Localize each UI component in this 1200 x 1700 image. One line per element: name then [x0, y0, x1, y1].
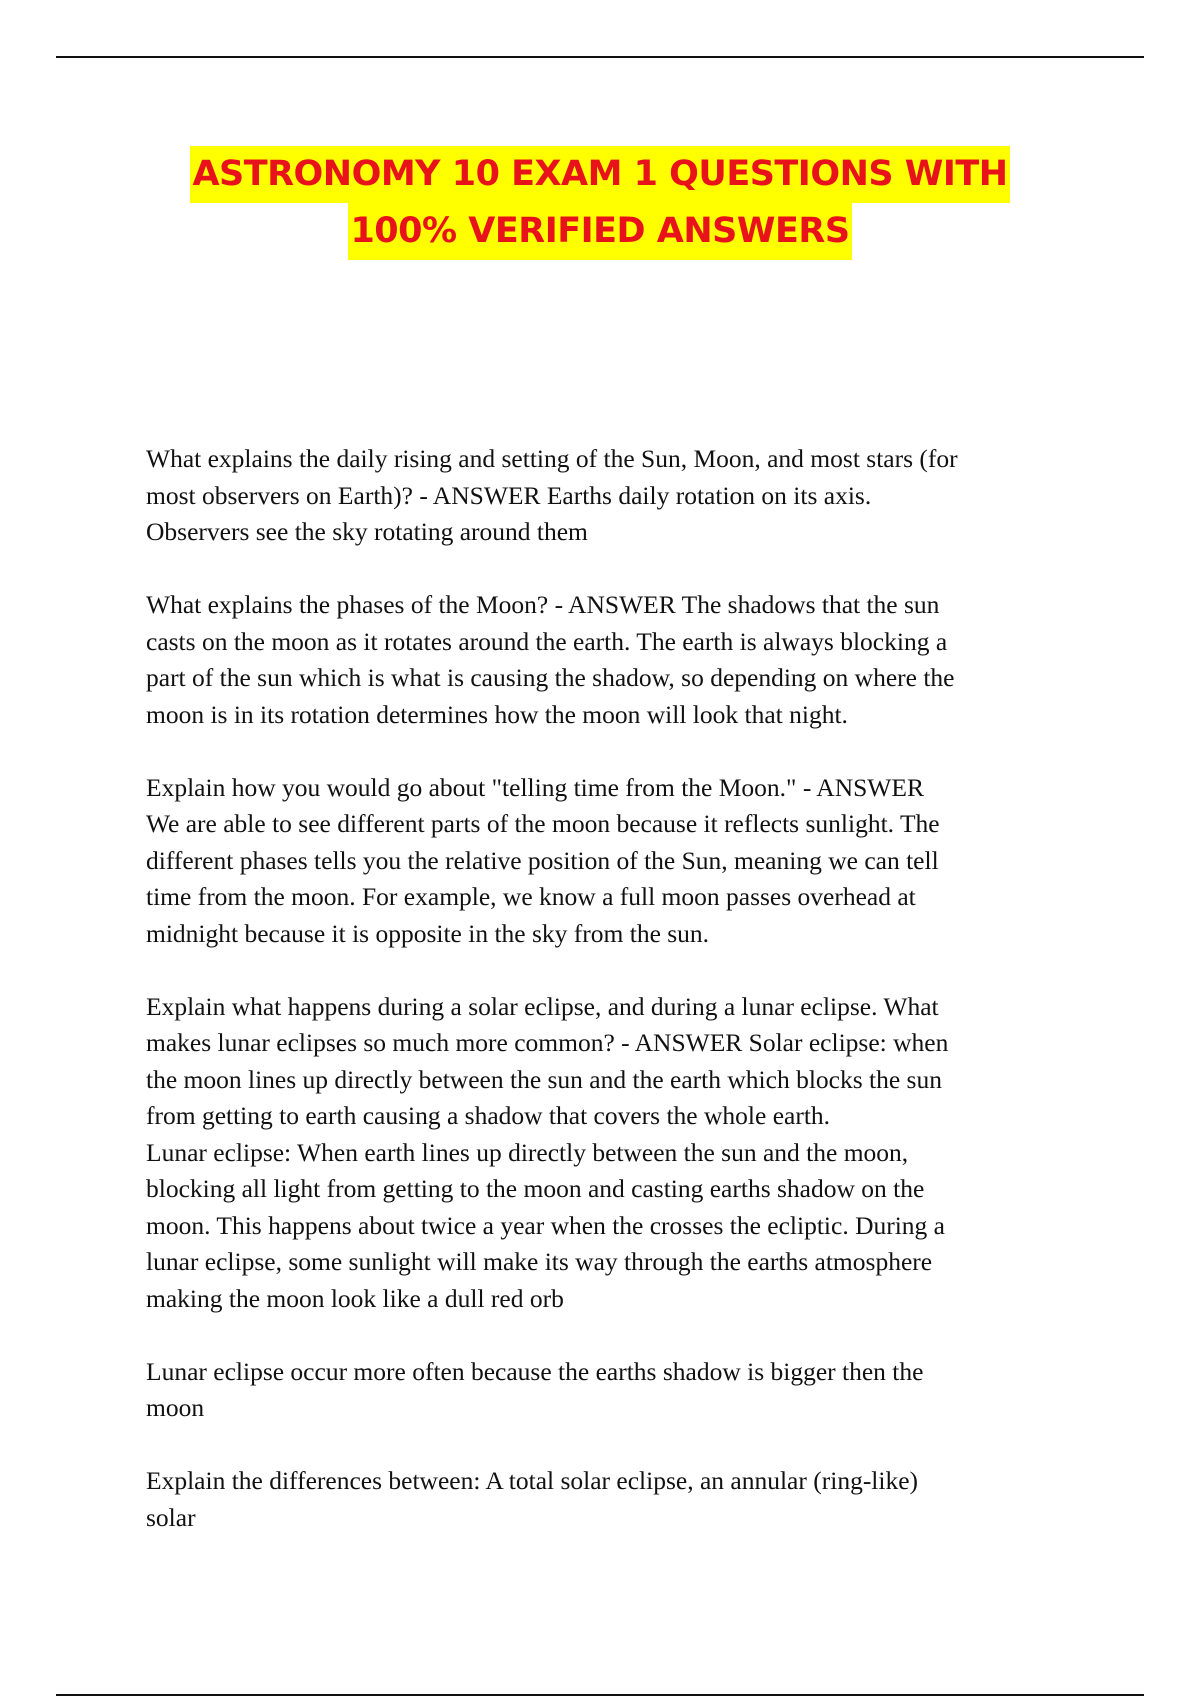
text-line: Lunar eclipse occur more often because the earths shadow is bigger then the	[146, 1356, 924, 1386]
qa-entry-4	[146, 989, 1066, 1318]
text-line: solar	[146, 1502, 196, 1532]
title-line-2: 100% VERIFIED ANSWERS	[348, 203, 851, 260]
text-line: midnight because it is opposite in the sky from the sun.	[146, 918, 710, 948]
text-line: time from the moon. For example, we know a full moon passes overhead at	[146, 882, 916, 911]
text-line: Explain how you would go about "telling time from the Moon." - ANSWER	[146, 772, 924, 802]
text-line: the moon lines up directly between the sun and the earth which blocks the sun	[146, 1064, 942, 1094]
text-line: moon. This happens about twice a year when the crosses the ecliptic. During a	[146, 1210, 946, 1240]
text-line: What explains the daily rising and setting of the Sun, Moon, and most stars (for	[146, 444, 958, 473]
text-line: making the moon look like a dull red orb	[146, 1283, 564, 1313]
qa-list	[146, 441, 1066, 1573]
text-line: different phases tells you the relative position of the Sun, meaning we can tell	[146, 845, 939, 875]
qa-entry-6	[146, 1463, 1066, 1536]
qa-entry-5	[146, 1354, 1066, 1427]
text-line: from getting to earth causing a shadow that covers the whole earth.	[146, 1101, 831, 1130]
text-line: most observers on Earth)? - ANSWER Earths daily rotation on its axis.	[146, 480, 872, 510]
text-line: Observers see the sky rotating around them	[146, 517, 588, 546]
text-line: Lunar eclipse: When earth lines up directly between the sun and the moon,	[146, 1137, 909, 1167]
text-line: moon	[146, 1393, 205, 1422]
text-line: We are able to see different parts of the moon because it reflects sunlight. The	[146, 809, 940, 838]
text-line: blocking all light from getting to the moon and casting earths shadow on the	[146, 1174, 925, 1203]
text-line: What explains the phases of the Moon? - ANSWER The shadows that the sun	[146, 590, 940, 619]
header-rule	[56, 56, 1144, 58]
text-line: Explain the differences between: A total solar eclipse, an annular (ring-like)	[146, 1466, 919, 1495]
qa-entry-3	[146, 770, 1066, 953]
text-line: part of the sun which is what is causing the shadow, so depending on where the	[146, 663, 955, 692]
title-line-1: ASTRONOMY 10 EXAM 1 QUESTIONS WITH	[190, 146, 1009, 203]
text-line: makes lunar eclipses so much more common? - ANSWER Solar eclipse: when	[146, 1028, 949, 1057]
text-line: moon is in its rotation determines how the moon will look that night.	[146, 699, 848, 729]
qa-entry-1	[146, 441, 1066, 551]
text-line: casts on the moon as it rotates around the earth. The earth is always blocking a	[146, 626, 948, 656]
qa-entry-2	[146, 587, 1066, 733]
footer-rule	[56, 1694, 1144, 1696]
document-title	[0, 146, 1200, 260]
text-line: Explain what happens during a solar eclipse, and during a lunar eclipse. What	[146, 991, 939, 1021]
text-line: lunar eclipse, some sunlight will make its way through the earths atmosphere	[146, 1247, 933, 1276]
